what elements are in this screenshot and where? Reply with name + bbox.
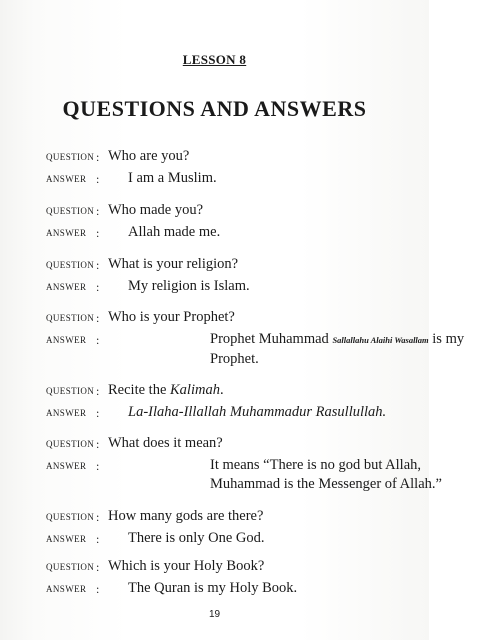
colon: : — [96, 437, 100, 451]
question-text: Who is your Prophet? — [108, 309, 235, 325]
answer-label: ANSWER — [46, 461, 87, 471]
question-text: Which is your Holy Book? — [108, 558, 265, 574]
answer-label: ANSWER — [46, 282, 87, 292]
qa-pair-6 — [46, 434, 442, 494]
question-row — [46, 381, 406, 403]
answer-row — [46, 579, 406, 601]
question-row — [46, 434, 406, 456]
answer-text — [210, 330, 486, 369]
answer-row — [46, 330, 465, 369]
question-label: QUESTION — [46, 152, 95, 162]
question-row — [46, 255, 406, 277]
answer-row — [46, 277, 406, 299]
colon: : — [96, 510, 100, 524]
question-text: Who made you? — [108, 202, 204, 218]
qa-pair-1 — [46, 147, 406, 191]
question-label: QUESTION — [46, 439, 95, 449]
question-label: QUESTION — [46, 260, 95, 270]
qa-pair-3 — [46, 255, 406, 299]
question-label: QUESTION — [46, 313, 95, 323]
question-text: How many gods are there? — [108, 508, 264, 524]
answer-label: ANSWER — [46, 335, 87, 345]
colon: : — [96, 280, 100, 294]
answer-row — [46, 456, 442, 494]
colon: : — [96, 258, 100, 272]
answer-text: Allah made me. — [128, 224, 221, 240]
answer-text-start: Prophet Muhammad — [210, 331, 333, 347]
question-row — [46, 147, 406, 169]
salutation: Sallallahu Alaihi Wasallam — [332, 335, 429, 345]
lesson-heading: LESSON 8 — [182, 52, 247, 67]
colon: : — [96, 582, 100, 596]
answer-text: There is only One God. — [128, 530, 265, 546]
answer-row — [46, 403, 406, 425]
question-row — [46, 201, 406, 223]
colon: : — [96, 204, 100, 218]
answer-text: I am a Muslim. — [128, 170, 217, 186]
question-row — [46, 557, 406, 579]
page-number: 19 — [208, 609, 221, 620]
colon: : — [96, 172, 100, 186]
question-label: QUESTION — [46, 386, 95, 396]
question-label: QUESTION — [46, 512, 95, 522]
colon: : — [96, 560, 100, 574]
colon: : — [96, 311, 100, 325]
colon: : — [96, 406, 100, 420]
answer-text-end: is my Prophet. — [210, 331, 465, 367]
qa-pair-2 — [46, 201, 406, 245]
question-text — [108, 381, 224, 400]
question-text: What does it mean? — [108, 435, 223, 451]
qa-pair-8 — [46, 557, 406, 601]
answer-text: It means “There is no god but Allah, Muhammad is the Messenger of Allah.” — [210, 457, 442, 492]
answer-label: ANSWER — [46, 228, 87, 238]
question-row — [46, 308, 406, 330]
qa-pair-4 — [46, 308, 465, 369]
question-text: What is your religion? — [108, 256, 239, 272]
answer-row — [46, 169, 406, 191]
question-text: Who are you? — [108, 148, 190, 164]
question-row — [46, 507, 406, 529]
colon: : — [96, 150, 100, 164]
colon: : — [96, 384, 100, 398]
colon: : — [96, 459, 100, 473]
colon: : — [96, 532, 100, 546]
answer-text: La-Ilaha-Illallah Muhammadur Rasullullah. — [128, 404, 387, 420]
qa-pair-7 — [46, 507, 406, 551]
kalimah-term: Kalimah — [170, 382, 220, 398]
question-label: QUESTION — [46, 206, 95, 216]
answer-text: My religion is Islam. — [128, 278, 250, 294]
answer-row — [46, 529, 406, 551]
question-text-start: Recite the — [108, 382, 171, 398]
answer-row — [46, 223, 406, 245]
answer-label: ANSWER — [46, 174, 87, 184]
page-title: QUESTIONS AND ANSWERS — [62, 96, 367, 121]
question-text-end: . — [219, 382, 224, 398]
answer-label: ANSWER — [46, 584, 87, 594]
colon: : — [96, 333, 100, 347]
answer-label: ANSWER — [46, 534, 87, 544]
qa-pair-5 — [46, 381, 406, 425]
answer-text: The Quran is my Holy Book. — [128, 580, 298, 596]
colon: : — [96, 226, 100, 240]
question-label: QUESTION — [46, 562, 95, 572]
answer-label: ANSWER — [46, 408, 87, 418]
